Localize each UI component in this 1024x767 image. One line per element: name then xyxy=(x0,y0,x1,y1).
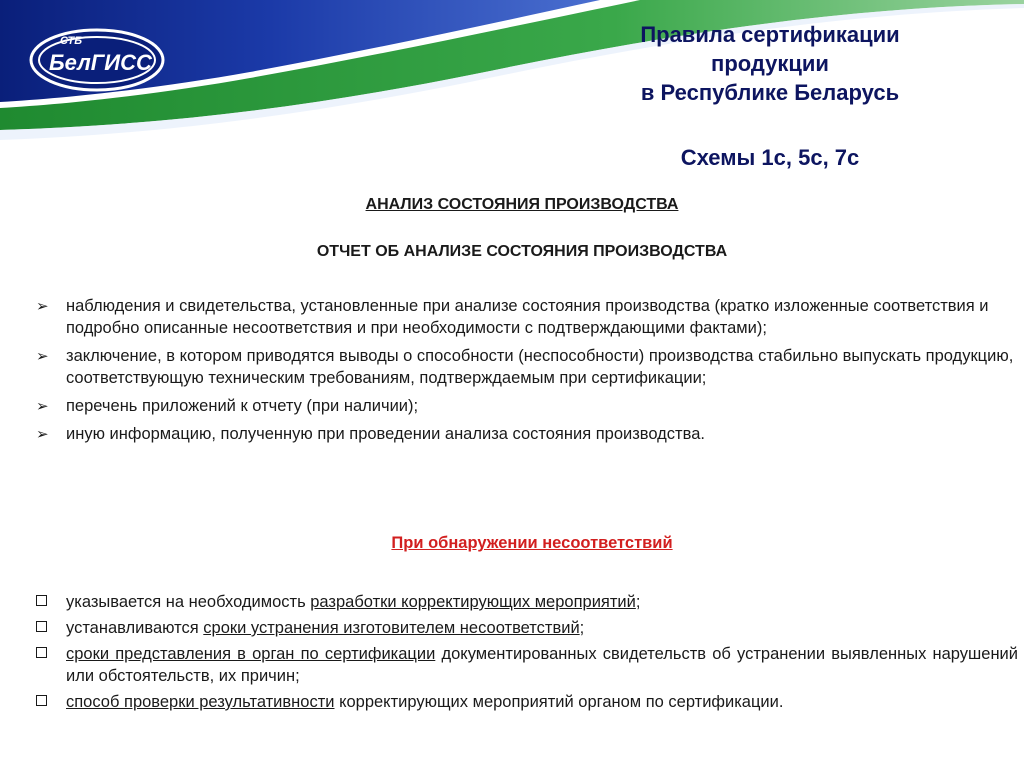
list-item xyxy=(36,345,1018,389)
arrow-bullet-icon: ➢ xyxy=(36,297,49,315)
arrow-bullet-icon: ➢ xyxy=(36,347,49,365)
list-item-underlined: сроки устранения изготовителем несоответствий xyxy=(203,619,580,637)
actions-list xyxy=(36,591,1018,717)
slide-title xyxy=(560,20,980,107)
list-item-text: иную информацию, полученную при проведении анализа состояния производства. xyxy=(66,425,705,443)
checkbox-bullet-icon xyxy=(36,595,47,606)
list-item-suffix: ; xyxy=(579,619,585,637)
nonconformity-heading: При обнаружении несоответствий xyxy=(391,534,673,552)
logo-emblem-text: СТБ xyxy=(60,35,83,47)
list-item-underlined: разработки корректирующих мероприятий xyxy=(310,593,636,611)
list-item xyxy=(36,643,1018,687)
list-item-suffix: корректирующих мероприятий органом по сертификации. xyxy=(334,693,784,711)
list-item-text: наблюдения и свидетельства, установленные при анализе состояния производства (кратко изложенные соответствия и подробно описанные несоответствия и при необходимости с подтверждающими фактами); xyxy=(66,297,989,337)
list-item xyxy=(36,617,1018,639)
checkbox-bullet-icon xyxy=(36,647,47,658)
list-item-text: заключение, в котором приводятся выводы о способности (неспособности) производства стабильно выпускать продукцию, соответствующую техническим требованиям, подтверждаемым при сертификации; xyxy=(66,347,1014,387)
arrow-bullet-icon: ➢ xyxy=(36,425,49,443)
section-heading: АНАЛИЗ СОСТОЯНИЯ ПРОИЗВОДСТВА xyxy=(365,196,679,213)
list-item xyxy=(36,295,1018,339)
belgiss-logo xyxy=(31,30,163,90)
list-item-underlined: сроки представления в орган по сертификации xyxy=(66,645,436,663)
list-item xyxy=(36,591,1018,613)
findings-list xyxy=(36,295,1018,451)
list-item-text: перечень приложений к отчету (при наличии); xyxy=(66,397,419,415)
title-line-1: Правила сертификации xyxy=(640,22,900,47)
list-item-prefix: устанавливаются xyxy=(66,619,204,637)
arrow-bullet-icon: ➢ xyxy=(36,397,49,415)
list-item-suffix: документированных свидетельств об устранении выявленных нарушений или обстоятельств, их причин; xyxy=(66,645,1018,685)
list-item xyxy=(36,423,1018,445)
checkbox-bullet-icon xyxy=(36,621,47,632)
title-line-2: продукции xyxy=(711,51,829,76)
list-item xyxy=(36,691,1018,713)
title-line-3: в Республике Беларусь xyxy=(640,80,900,105)
list-item-suffix: ; xyxy=(635,593,641,611)
schemes-subtitle: Схемы 1с, 5с, 7с xyxy=(680,145,860,170)
list-item-underlined: способ проверки результативности xyxy=(66,693,335,711)
logo-brand-text: БелГИСС xyxy=(49,50,152,75)
report-heading: ОТЧЕТ ОБ АНАЛИЗЕ СОСТОЯНИЯ ПРОИЗВОДСТВА xyxy=(316,243,728,260)
list-item xyxy=(36,395,1018,417)
checkbox-bullet-icon xyxy=(36,695,47,706)
list-item-prefix: указывается на необходимость xyxy=(66,593,311,611)
